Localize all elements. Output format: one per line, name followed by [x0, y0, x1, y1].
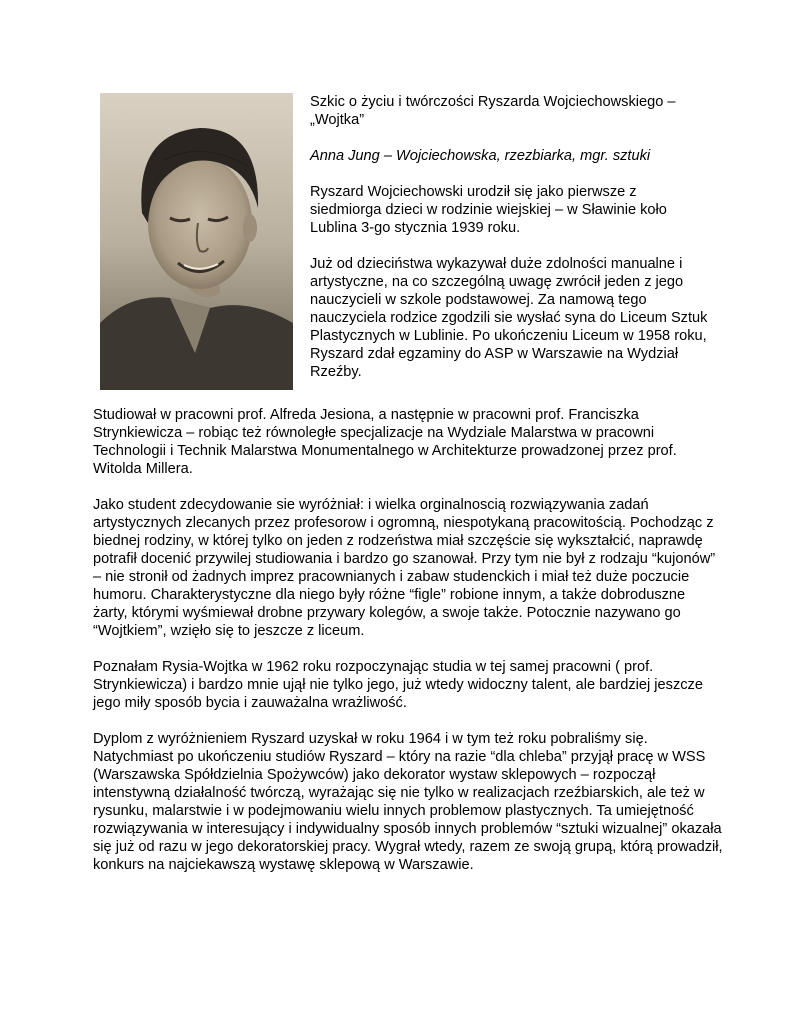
- author-line: Anna Jung – Wojciechowska, rzezbiarka, mgr. sztuki: [310, 148, 651, 164]
- document-title: Szkic o życiu i twórczości Ryszarda Wojciechowskiego – „Wojtka”: [310, 94, 676, 128]
- intro-paragraph: Już od dzieciństwa wykazywał duże zdolności manualne i artystyczne, na co szczególną uwagę zwrócił jeden z jego nauczycieli w szkole podstawowej. Za namową tego nauczyciela rodzice zgodzili sie wysłać syna do Liceum Sztuk Plastycznych w Lublinie. Po ukończeniu Liceum w 1958 roku, Ryszard zdał egzaminy do ASP w Warszawie na Wydział Rzeźby.: [310, 256, 708, 380]
- body-paragraph: Studiował w pracowni prof. Alfreda Jesiona, a następnie w pracowni prof. Franciszka Strynkiewicza – robiąc też równoległe specjalizacje na Wydziale Malarstwa w pracowni Technologii i Technik Malarstwa Monumentalnego w Architekturze prowadzonej przez prof. Witolda Millera.: [93, 407, 677, 477]
- portrait-photo: [100, 93, 293, 390]
- body-paragraph: Poznałam Rysia-Wojtka w 1962 roku rozpoczynając studia w tej samej pracowni ( prof. Strynkiewicza) i bardzo mnie ujął nie tylko jego, już wtedy widoczny talent, ale bardziej jeszcze jego miły sposób bycia i zauważalna wrażliwość.: [93, 659, 703, 711]
- portrait-icon: [100, 93, 293, 390]
- intro-paragraph: Ryszard Wojciechowski urodził się jako pierwsze z siedmiorga dzieci w rodzinie wiejskiej – w Sławinie koło Lublina 3-go stycznia 1939 roku.: [310, 184, 667, 236]
- body-text: [93, 406, 723, 892]
- body-paragraph: Jako student zdecydowanie sie wyróżniał: i wielka orginalnoscią rozwiązywania zadań artystycznych zlecanych przez profesorow i ogromną, niespotykaną pracowitością. Pochodząc z biednej rodziny, w której tylko on jeden z rodzeństwa miał szczęście się wykształcić, naprawdę potrafił docenić przywilej studiowania i bardzo go szanował. Przy tym nie był z rodzaju “kujonów” – nie stronił od żadnych imprez pracownianych i zabaw studenckich i miał też duże poczucie humoru. Charakterystyczne dla niego były różne “figle” robione innym, a także dobroduszne żarty, którymi wyśmiewał drobne przywary kolegów, a swoje także. Potocznie nazywano go “Wojtkiem”, wzięło się to jeszcze z liceum.: [93, 497, 716, 639]
- header-column: [310, 93, 710, 399]
- body-paragraph: Dyplom z wyróżnieniem Ryszard uzyskał w roku 1964 i w tym też roku pobraliśmy się. Natychmiast po ukończeniu studiów Ryszard – który na razie “dla chleba” przyjął pracę w WSS (Warszawska Spółdzielnia Spożywców) jako dekorator wystaw sklepowych – rozpoczął intenstywną działalność twórczą, wyrażając się nie tylko w realizacjach rzeźbiarskich, ale też w rysunku, malarstwie i w podejmowaniu wielu innych problemow plastycznych. Ta umiejętność rozwiązywania w interesujący i indywidualny sposób innych problemów “sztuki wizualnej” okazała się już od razu w jego dekoratorskiej pracy. Wygrał wtedy, razem ze swoją grupą, którą prowadził, konkurs na najciekawszą wystawę sklepową w Warszawie.: [93, 731, 723, 873]
